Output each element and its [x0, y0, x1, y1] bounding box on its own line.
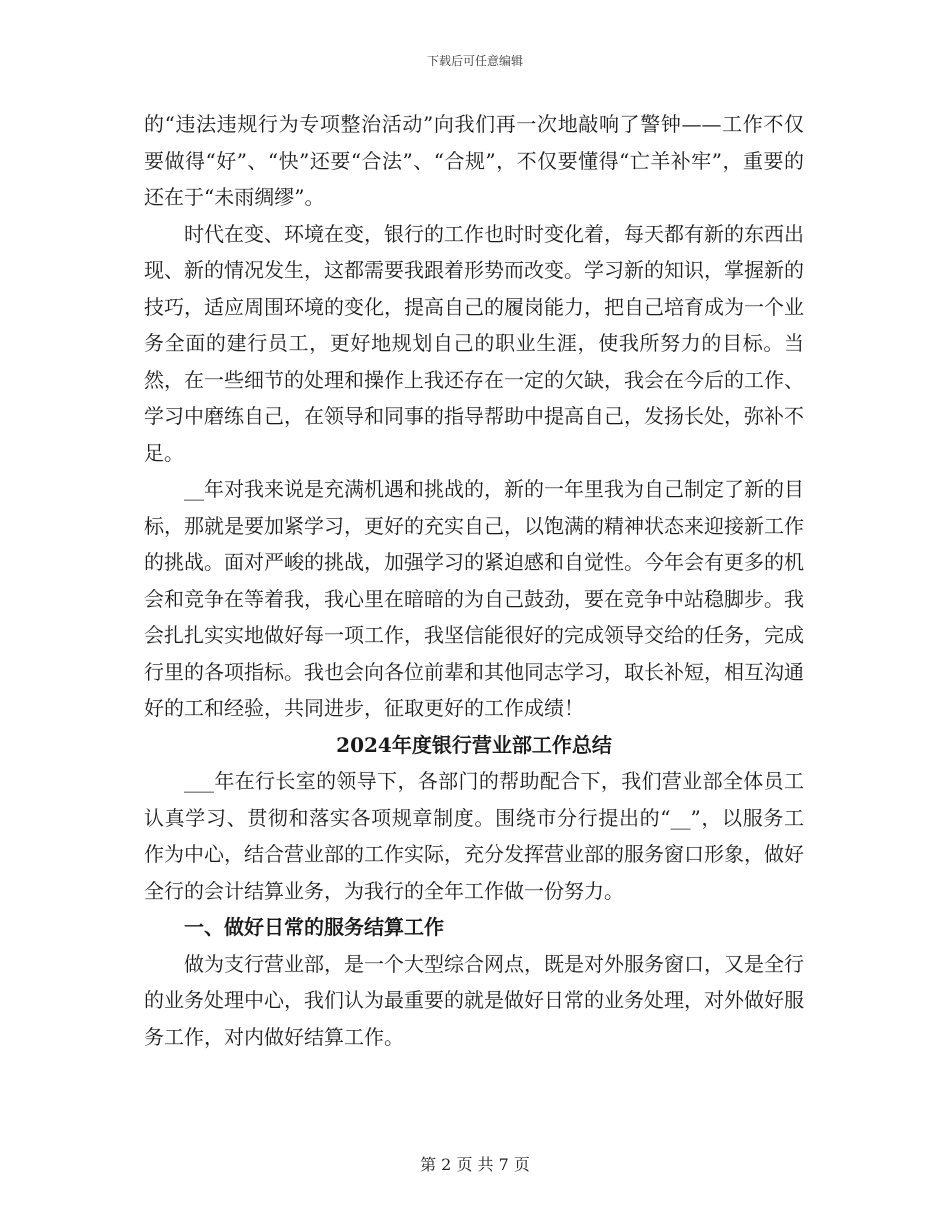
section-intro-paragraph: ___年在行长室的领导下，各部门的帮助配合下，我们营业部全体员工认真学习、贯彻和落实各项规章制度。围绕市分行提出的“__”，以服务工作为中心，结合营业部的工作实际，充分发挥营业部的服务窗口形象，做好全行的会计结算业务，为我行的全年工作做一份努力。 — [144, 769, 804, 903]
subheading: 一、做好日常的服务结算工作 — [184, 915, 444, 939]
page-header-note: 下载后可任意编辑 — [426, 54, 523, 68]
body-paragraph: 做为支行营业部，是一个大型综合网点，既是对外服务窗口，又是全行的业务处理中心，我们认为最重要的就是做好日常的业务处理，对外做好服务工作，对内做好结算工作。 — [144, 951, 804, 1049]
section-title: 2024年度银行营业部工作总结 — [336, 732, 612, 757]
body-paragraph: 时代在变、环境在变，银行的工作也时时变化着，每天都有新的东西出现、新的情况发生，这都需要我跟着形势而改变。学习新的知识，掌握新的技巧，适应周围环境的变化，提高自己的履岗能力，把自己培育成为一个业务全面的建行员工，更好地规划自己的职业生涯，使我所努力的目标。当然，在一些细节的处理和操作上我还存在一定的欠缺，我会在今后的工作、学习中磨练自己，在领导和同事的指导帮助中提高自己，发扬长处，弥补不足。 — [144, 221, 804, 465]
document-body — [144, 106, 804, 1055]
page-number-footer: 第 2 页 共 7 页 — [420, 1155, 530, 1174]
body-paragraph-continued: 的“违法违规行为专项整治活动”向我们再一次地敲响了警钟——工作不仅要做得“好”、“快”还要“合法”、“合规”，不仅要懂得“亡羊补牢”，重要的还在于“未雨绸缪”。 — [144, 112, 804, 209]
body-paragraph: __年对我来说是充满机遇和挑战的，新的一年里我为自己制定了新的目标，那就是要加紧学习，更好的充实自己，以饱满的精神状态来迎接新工作的挑战。面对严峻的挑战，加强学习的紧迫感和自觉性。今年会有更多的机会和竞争在等着我，我心里在暗暗的为自己鼓劲，要在竞争中站稳脚步。我会扎扎实实地做好每一项工作，我坚信能很好的完成领导交给的任务，完成行里的各项指标。我也会向各位前辈和其他同志学习，取长补短，相互沟通好的工和经验，共同进步，征取更好的工作成绩！ — [144, 477, 804, 720]
